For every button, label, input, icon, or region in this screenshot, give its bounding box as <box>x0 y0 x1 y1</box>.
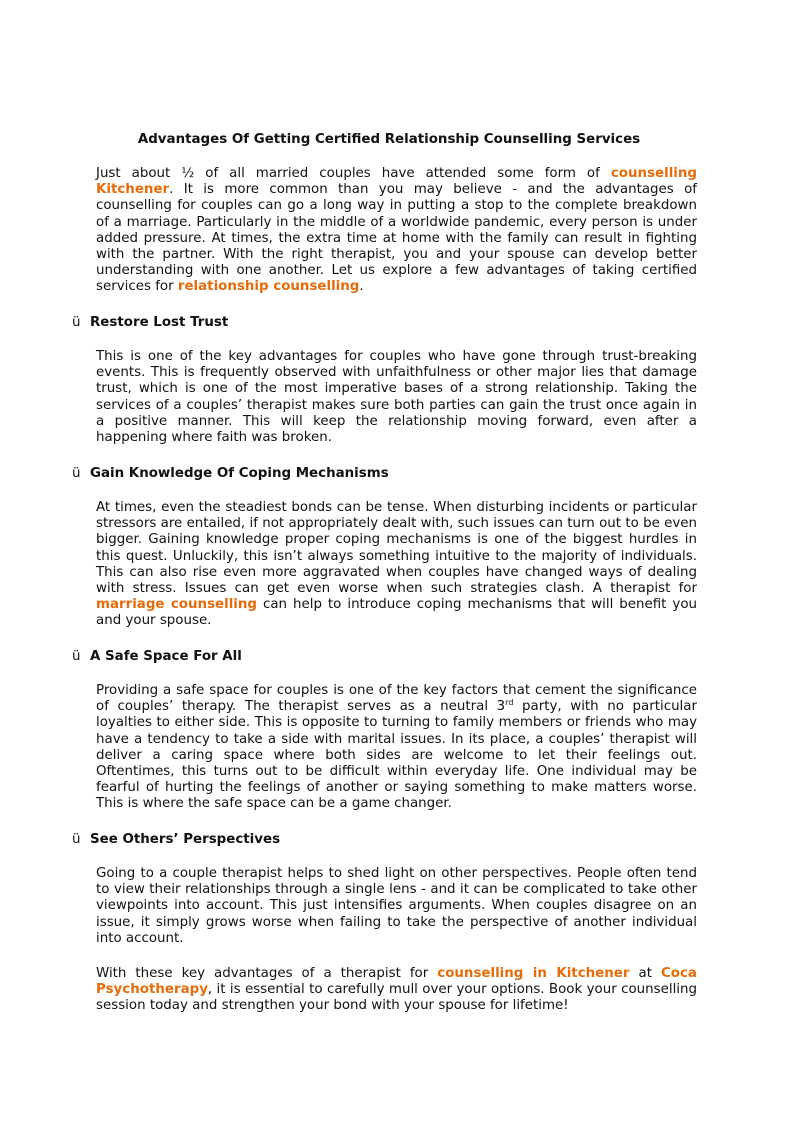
page-title: Advantages Of Getting Certified Relationship Counselling Services <box>137 132 641 147</box>
checkmark-bullet-icon: ü <box>72 466 81 481</box>
section-heading-coping-mechanisms <box>72 465 389 482</box>
link-marriage-counselling[interactable]: marriage counselling <box>96 597 258 613</box>
link-coca-psychotherapy[interactable]: Coca Psychotherapy <box>96 966 697 998</box>
intro-text-2: . It is more common than you may believe - and the advantages of counselling for couples can go a long way in putting a stop to the complete breakdown of a marriage. Particularly in the middle of a worldwide pandemic, every person is under added pressure. At times, the extra time at home with the family can result in fighting with the partner. With the right therapist, you and your spouse can develop better understanding with one another. Let us explore a few advantages of taking certified services for <box>96 182 697 295</box>
ordinal-superscript: rd <box>505 698 514 708</box>
section-body-text-2: can help to introduce coping mechanisms that will benefit you and your spouse. <box>96 597 697 629</box>
section-body-text-1: Providing a safe space for couples is one of the key factors that cement the significance of couples’ therapy. The therapist serves as a neutral 3 <box>96 683 697 715</box>
section-body-restore-trust: This is one of the key advantages for couples who have gone through trust-breaking events. This is frequently observed with unfaithfulness or other major lies that damage trust, which is one of the most imperative bases of a strong relationship. Taking the services of a couples’ therapist makes sure both parties can gain the trust once again in a positive manner. This will keep the relationship moving forward, even after a happening where faith was broken. <box>96 349 697 446</box>
section-heading-text: See Others’ Perspectives <box>90 832 281 847</box>
closing-paragraph <box>96 966 697 1015</box>
section-body-text-2: party, with no particular loyalties to either side. This is opposite to turning to family members or friends who may have a tendency to take a side with marital issues. In its place, a couples’ therapist will deliver a caring space where both sides are welcome to let their feelings out. Oftentimes, this turns out to be difficult within everyday life. One individual may be fearful of hurting the feelings of another or saying something to make matters worse. This is where the safe space can be a game changer. <box>96 699 697 812</box>
section-body-perspectives: Going to a couple therapist helps to shed light on other perspectives. People often tend to view their relationships through a single lens - and it can be complicated to take other viewpoints into account. This just intensifies arguments. When couples disagree on an issue, it simply grows worse when failing to take the perspective of another individual into account. <box>96 866 697 946</box>
section-heading-text: Restore Lost Trust <box>90 315 229 330</box>
link-counselling-in-kitchener[interactable]: counselling in Kitchener <box>437 966 630 981</box>
closing-text-2: at <box>629 966 661 981</box>
link-counselling-kitchener[interactable]: counselling Kitchener <box>96 166 697 198</box>
section-heading-restore-trust <box>72 314 228 331</box>
checkmark-bullet-icon: ü <box>72 832 81 847</box>
intro-text-1: Just about ½ of all married couples have attended some form of <box>96 166 611 181</box>
section-heading-text: A Safe Space For All <box>90 649 242 664</box>
section-body-safe-space <box>96 683 697 813</box>
intro-text-3: . <box>359 279 364 295</box>
section-heading-perspectives <box>72 831 280 848</box>
closing-text-3: , it is essential to carefully mull over your options. Book your counselling session today and strengthen your bond with your spouse for lifetime! <box>96 982 697 1014</box>
section-heading-safe-space <box>72 648 242 665</box>
section-heading-text: Gain Knowledge Of Coping Mechanisms <box>90 466 389 481</box>
section-body-text-1: At times, even the steadiest bonds can be tense. When disturbing incidents or particular stressors are entailed, if not appropriately dealt with, such issues can turn out to be even bigger. Gaining knowledge proper coping mechanisms is one of the biggest hurdles in this quest. Unluckily, this isn’t always something intuitive to the majority of individuals. This can also rise even more aggravated when couples have changed ways of dealing with stress. Issues can get even worse when such strategies clash. A therapist for <box>96 500 697 597</box>
link-relationship-counselling[interactable]: relationship counselling <box>177 279 360 295</box>
checkmark-bullet-icon: ü <box>72 649 81 664</box>
intro-paragraph <box>96 166 697 296</box>
section-body-coping-mechanisms <box>96 500 697 630</box>
closing-text-1: With these key advantages of a therapist for <box>96 966 438 981</box>
checkmark-bullet-icon: ü <box>72 315 81 330</box>
